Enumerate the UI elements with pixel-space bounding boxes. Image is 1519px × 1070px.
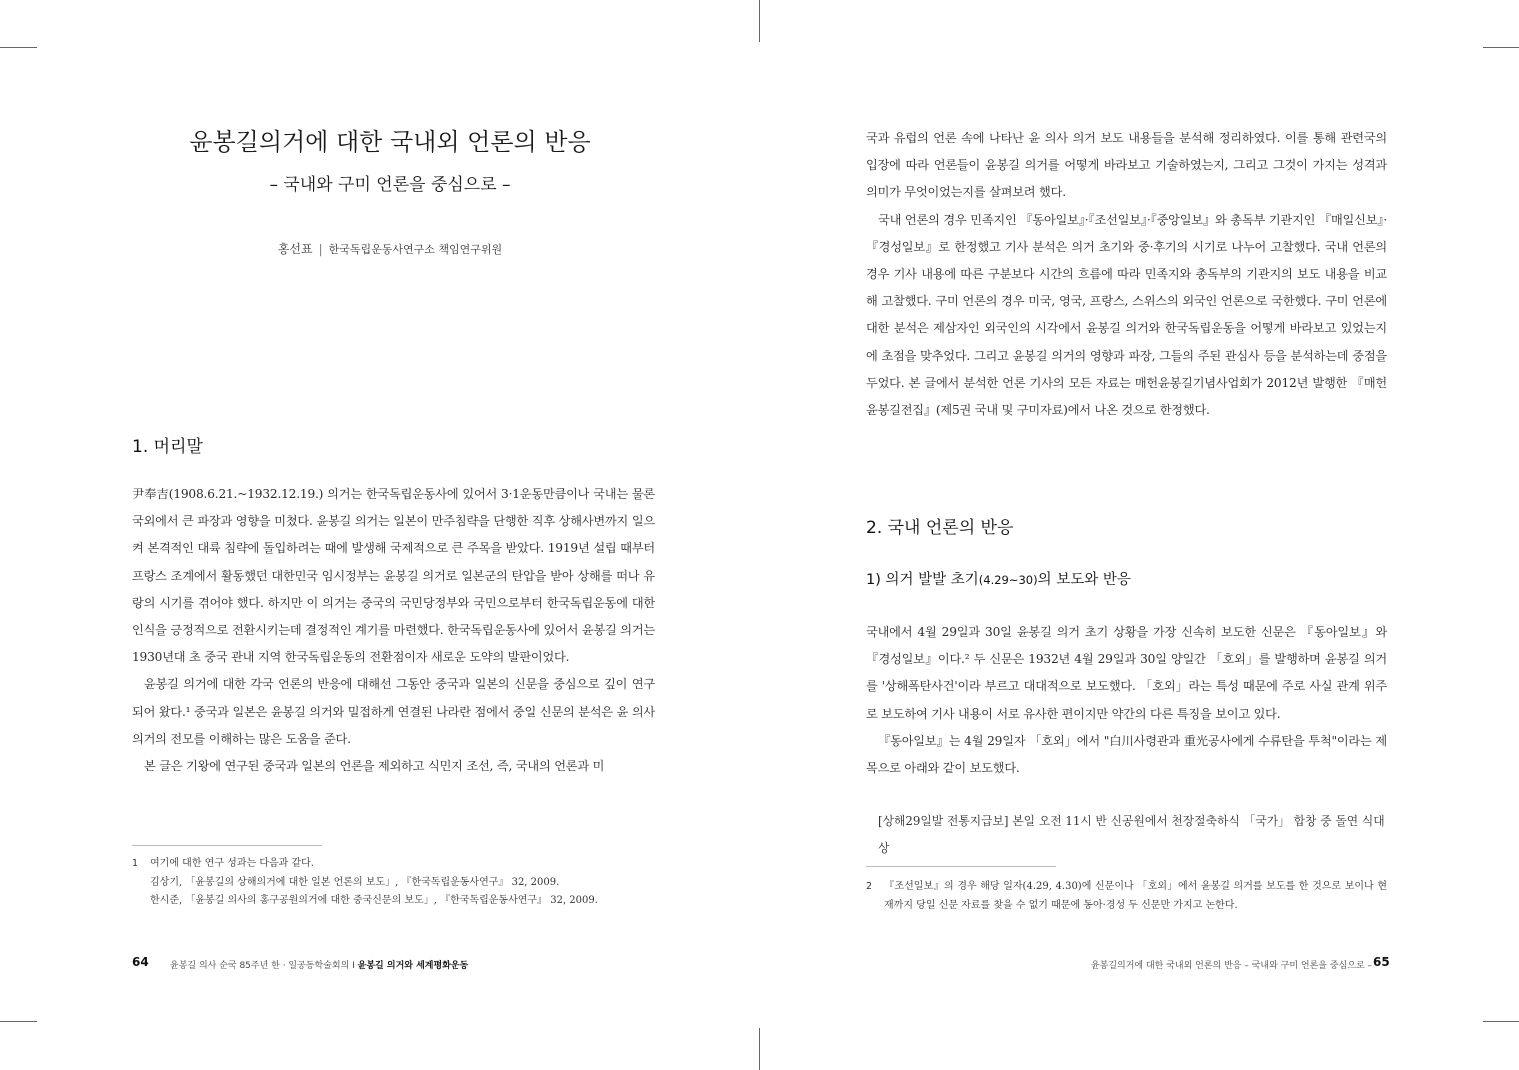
footnotes-right bbox=[866, 878, 1387, 915]
footnotes-left bbox=[132, 855, 655, 911]
subsection-date-range: (4.29~30) bbox=[978, 573, 1038, 587]
article-title: 윤봉길의거에 대한 국내외 언론의 반응 bbox=[189, 128, 591, 156]
running-head-right: 윤봉길의거에 대한 국내외 언론의 반응 – 국내와 구미 언론을 중심으로 – bbox=[1090, 961, 1372, 971]
paragraph: 본 글은 기왕에 연구된 중국과 일본의 언론을 제외하고 식민지 조선, 즉, 국내의 언론과 미 bbox=[144, 759, 605, 774]
footnote-1 bbox=[132, 855, 655, 874]
subsection-heading bbox=[866, 568, 1131, 589]
paragraph: 윤봉길 의거에 대한 각국 언론의 반응에 대해선 그동안 중국과 일본의 신문을 중심으로 깊이 연구 되어 왔다.¹ 중국과 일본은 윤봉길 의거와 밀접하게 연결된 나라란 점에서 중일 신문의 분석은 윤 의사 의거의 전모를 이해하는 많은 도움을 준다. bbox=[132, 677, 655, 746]
paragraph: 국과 유럽의 언론 속에 나타난 윤 의사 의거 보도 내용들을 분석해 정리하였다. 이를 통해 관련국의 입장에 따라 언론들이 윤봉길 의거를 어떻게 바라보고 기술하였는지, 그리고 그것이 가지는 성격과 의미가 무엇이었는지를 살펴보려 했다. bbox=[866, 131, 1387, 200]
author-name: 홍선표 bbox=[277, 242, 313, 256]
section-heading-intro: 1. 머리말 bbox=[132, 437, 203, 457]
subsection-title-tail: 의 보도와 반응 bbox=[1037, 572, 1131, 588]
footnote-text: 『조선일보』의 경우 해당 일자(4.29, 4.30)에 신문이나 「호외」에서 윤봉길 의거를 보도를 한 것으로 보이나 현재까지 당일 신문 자료를 찾을 수 없기 때문에 동아·경성 두 신문만 가지고 논한다. bbox=[884, 881, 1387, 911]
page-number-left: 64 bbox=[132, 955, 149, 969]
right-body-text-bottom bbox=[866, 619, 1387, 782]
quoted-article: [상해29일발 전통지급보] 본일 오전 11시 반 신공원에서 천장절축하식 「국가」 합창 중 돌연 식대상 bbox=[878, 814, 1385, 855]
paragraph: 국내 언론의 경우 민족지인 『동아일보』·『조선일보』·『중앙일보』와 총독부 기관지인 『매일신보』·『경성일보』로 한정했고 기사 분석은 의거 초기와 중·후기의 시기로 나누어 고찰했다. 국내 언론의 경우 기사 내용에 따른 구분보다 시간의 흐름에 따라 민족지와 총독부의 기관지의 보도 내용을 비교해 고찰했다. 구미 언론의 경우 미국, 영국, 프랑스, 스위스의 외국인 언론으로 국한했다. 구미 언론에 대한 분석은 제삼자인 외국인의 시각에서 윤봉길 의거와 한국독립운동을 어떻게 바라보고 있었는지에 초점을 맞추었다. 그리고 윤봉길 의거의 영향과 파장, 그들의 주된 관심사 등을 분석하는데 중점을 두었다. 본 글에서 분석한 언론 기사의 모든 자료는 매헌윤봉길기념사업회가 2012년 발행한 『매헌윤봉길전집』(제5권 국내 및 구미자료)에서 나온 것으로 한정했다. bbox=[866, 212, 1387, 418]
subsection-title: 1) 의거 발발 초기 bbox=[866, 572, 979, 588]
paragraph: 국내에서 4월 29일과 30일 윤봉길 의거 초기 상황을 가장 신속히 보도한 신문은 『동아일보』와 『경성일보』이다.² 두 신문은 1932년 4월 29일과 30일 양일간 「호외」를 발행하며 윤봉길 의거를 '상해폭탄사건'이라 부르고 대대적으로 보도했다. 「호외」라는 특성 때문에 주로 사실 관계 위주로 보도하여 기사 내용이 서로 유사한 편이지만 약간의 다른 특징을 보이고 있다. bbox=[866, 625, 1387, 721]
author-affiliation: 한국독립운동사연구소 책임연구위원 bbox=[328, 243, 503, 256]
paragraph: 『동아일보』는 4월 29일자 「호외」에서 "白川사령관과 重光공사에게 수류탄을 투척"이라는 제목으로 아래와 같이 보도했다. bbox=[866, 733, 1387, 776]
running-head-bold: 윤봉길 의거와 세계평화운동 bbox=[357, 961, 469, 971]
footnote-number: 2 bbox=[866, 881, 873, 892]
article-subtitle: – 국내와 구미 언론을 중심으로 – bbox=[269, 175, 511, 195]
left-body-text bbox=[132, 481, 655, 780]
footnote-reference: 한시준, 「윤봉길 의사의 홍구공원의거에 대한 중국신문의 보도」, 『한국독립운동사연구』 32, 2009. bbox=[150, 895, 598, 906]
footnote-2 bbox=[866, 878, 1387, 915]
footnote-rule bbox=[866, 866, 1056, 867]
author-line bbox=[140, 240, 640, 257]
running-head-left bbox=[170, 958, 468, 971]
footnote-number: 1 bbox=[132, 858, 139, 869]
footnote-reference: 김상기, 「윤봉길의 상해의거에 대한 일본 언론의 보도」, 『한국독립운동사연구』 32, 2009. bbox=[150, 876, 560, 888]
running-head-prefix: 윤봉길 의사 순국 85주년 한 · 일공동학술회의 I bbox=[170, 961, 355, 971]
paragraph: 尹奉吉(1908.6.21.~1932.12.19.) 의거는 한국독립운동사에 있어서 3·1운동만큼이나 국내는 물론 국외에서 큰 파장과 영향을 미쳤다. 윤봉길 의거는 일본이 만주침략을 단행한 직후 상해사변까지 일으켜 본격적인 대륙 침략에 돌입하려는 때에 발생해 국제적으로 큰 주목을 받았다. 1919년 설립 때부터 프랑스 조계에서 활동했던 대한민국 임시정부는 윤봉길 의거로 일본군의 탄압을 받아 상해를 떠나 유랑의 시기를 겪어야 했다. 하지만 이 의거는 중국의 국민당정부와 국민으로부터 한국독립운동에 대한 인식을 긍정적으로 전환시키는데 결정적인 계기를 마련했다. 한국독립운동사에 있어서 윤봉길 의거는 1930년대 초 중국 관내 지역 한국독립운동의 전환점이자 새로운 도약의 발판이었다. bbox=[132, 487, 655, 665]
right-page bbox=[760, 0, 1519, 1070]
right-body-text-top bbox=[866, 125, 1387, 424]
section-heading-domestic: 2. 국내 언론의 반응 bbox=[866, 518, 1014, 538]
footnote-rule bbox=[132, 845, 322, 846]
page-number-right: 65 bbox=[1373, 955, 1390, 969]
footnote-text: 여기에 대한 연구 성과는 다음과 같다. bbox=[150, 858, 314, 869]
author-separator: | bbox=[318, 242, 323, 256]
